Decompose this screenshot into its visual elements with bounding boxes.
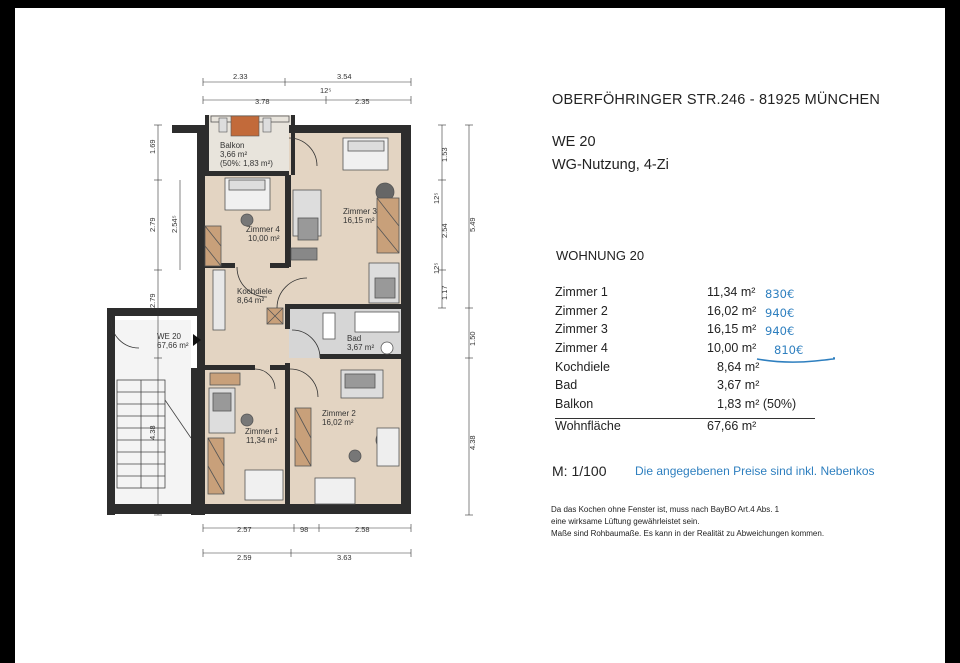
table-total-row bbox=[555, 418, 815, 440]
label-zimmer1: Zimmer 1 bbox=[245, 427, 279, 436]
room-price: 830€ bbox=[765, 287, 795, 301]
footnote-3: Maße sind Rohbaumaße. Es kann in der Realität zu Abweichungen kommen. bbox=[551, 529, 825, 538]
dim-right-1: 1.53 bbox=[440, 147, 449, 162]
dim-left-5: 2.54⁵ bbox=[170, 215, 179, 233]
dim-right-6: 4.38 bbox=[468, 435, 477, 450]
room-area: 16,15 m² bbox=[707, 322, 757, 337]
table-title: WOHNUNG 20 bbox=[556, 248, 645, 263]
dim-right-7: 12⁵ bbox=[432, 192, 441, 204]
label-bad: Bad bbox=[347, 334, 362, 343]
dim-left-4: 4.38 bbox=[148, 425, 157, 440]
dim-left-3: 2.79 bbox=[148, 293, 157, 308]
area-zimmer3: 16,15 m² bbox=[343, 216, 375, 225]
room-area: 11,34 m² bbox=[707, 285, 756, 299]
dim-bottom-4: 2.59 bbox=[237, 553, 252, 562]
label-zimmer3: Zimmer 3 bbox=[343, 207, 377, 216]
area-balkon: 3,66 m² bbox=[220, 150, 248, 159]
dim-bottom-5: 3.63 bbox=[337, 553, 352, 562]
room-area-table bbox=[555, 285, 815, 440]
label-kochdiele: Kochdiele bbox=[237, 287, 273, 296]
table-row bbox=[555, 378, 815, 397]
document-page bbox=[15, 8, 945, 663]
dim-bottom-3: 2.58 bbox=[355, 525, 370, 534]
room-price: 810€ bbox=[774, 343, 804, 358]
dim-left-2: 2.79 bbox=[148, 217, 157, 232]
table-row bbox=[555, 397, 815, 416]
usage-type: WG-Nutzung, 4-Zi bbox=[552, 157, 669, 173]
dim-right-3: 1.17 bbox=[440, 285, 449, 300]
dim-top-1: 2.33 bbox=[233, 72, 248, 81]
room-name: Zimmer 3 bbox=[555, 322, 608, 337]
room-price: 940€ bbox=[765, 305, 795, 320]
address-title: OBERFÖHRINGER STR.246 - 81925 MÜNCHEN bbox=[552, 92, 881, 108]
room-name: Zimmer 2 bbox=[555, 303, 608, 318]
total-name: Wohnfläche bbox=[555, 418, 621, 433]
label-zimmer2: Zimmer 2 bbox=[322, 409, 356, 418]
area-zimmer4: 10,00 m² bbox=[248, 234, 280, 243]
table-row bbox=[555, 285, 815, 304]
dim-right-8: 12⁵ bbox=[432, 262, 441, 274]
hall-floor bbox=[205, 337, 289, 369]
dim-right-2: 2.54 bbox=[440, 223, 449, 238]
handwritten-price-note: Die angegebenen Preise sind inkl. Nebenkos bbox=[635, 464, 875, 478]
room-name: Kochdiele bbox=[555, 359, 610, 374]
room-name: Zimmer 1 bbox=[555, 285, 608, 299]
room-area: 3,67 m² bbox=[717, 378, 760, 393]
dim-bottom-2: 98 bbox=[300, 525, 309, 534]
table-row bbox=[555, 304, 815, 323]
room-area: 8,64 m² bbox=[717, 359, 760, 374]
room-name: Zimmer 4 bbox=[555, 341, 608, 356]
room-name: Bad bbox=[555, 378, 578, 393]
table-row bbox=[555, 360, 815, 379]
area-balkon-half: (50%: 1,83 m²) bbox=[220, 159, 273, 168]
area-zimmer1: 11,34 m² bbox=[246, 436, 277, 445]
room-name: Balkon bbox=[555, 397, 594, 412]
label-we: WE 20 bbox=[157, 332, 182, 341]
table-row bbox=[555, 322, 815, 341]
area-zimmer2: 16,02 m² bbox=[322, 418, 354, 427]
floor-plan bbox=[15, 8, 535, 663]
area-bad: 3,67 m² bbox=[347, 343, 375, 352]
total-area: 67,66 m² bbox=[707, 418, 757, 433]
dim-right-5: 1.50 bbox=[468, 331, 477, 346]
dim-left-1: 1.69 bbox=[148, 139, 157, 154]
dim-top-4: 2.35 bbox=[355, 97, 370, 106]
dim-top-5: 12⁵ bbox=[320, 86, 332, 95]
footnote-1: Da das Kochen ohne Fenster ist, muss nach BayBO Art.4 Abs. 1 bbox=[551, 505, 780, 514]
dim-top-3: 3.78 bbox=[255, 97, 270, 106]
dim-right-4: 5.49 bbox=[468, 217, 477, 232]
room-price: 940€ bbox=[765, 324, 795, 339]
dim-bottom-1: 2.57 bbox=[237, 525, 252, 534]
scale-label: M: 1/100 bbox=[552, 463, 607, 479]
area-we: 67,66 m² bbox=[157, 341, 189, 350]
label-balkon: Balkon bbox=[220, 141, 245, 150]
room-area: 10,00 m² bbox=[707, 341, 757, 356]
room-area: 16,02 m² bbox=[707, 303, 757, 318]
dim-top-2: 3.54 bbox=[337, 72, 352, 81]
area-kochdiele: 8,64 m² bbox=[237, 296, 265, 305]
table-row bbox=[555, 341, 815, 360]
room-area: 1,83 m² (50%) bbox=[717, 397, 797, 412]
unit-number: WE 20 bbox=[552, 134, 596, 150]
footnote-2: eine wirksame Lüftung gewährleistet sein. bbox=[551, 517, 700, 526]
label-zimmer4: Zimmer 4 bbox=[246, 225, 280, 234]
